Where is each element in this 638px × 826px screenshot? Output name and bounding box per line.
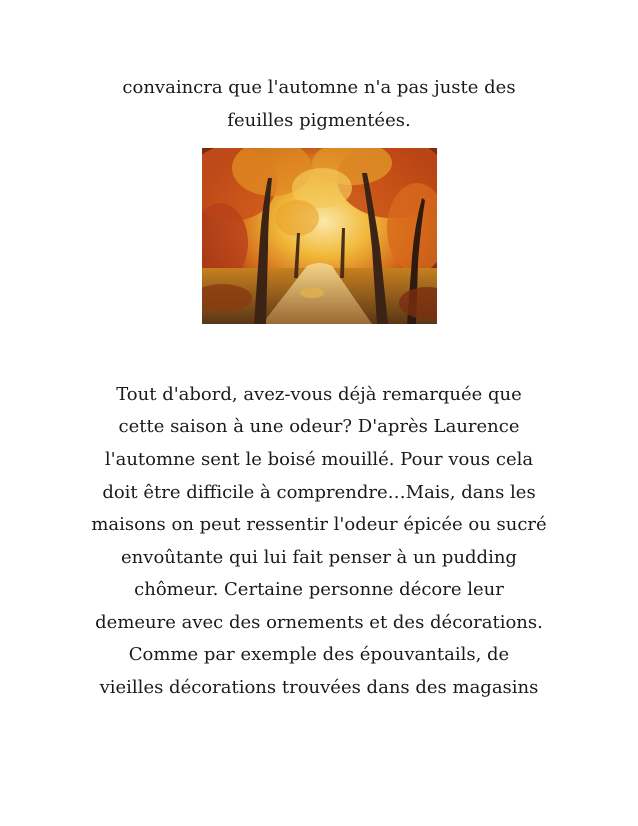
text-line: feuilles pigmentées. xyxy=(227,110,411,131)
text-line: vieilles décorations trouvées dans des magasins xyxy=(99,677,539,698)
text-line: chômeur. Certaine personne décore leur xyxy=(134,579,504,600)
text-line: l'automne sent le boisé mouillé. Pour vous cela xyxy=(104,449,534,470)
text-line: cette saison à une odeur? D'après Laurence xyxy=(118,416,520,437)
text-line: Comme par exemple des épouvantails, de xyxy=(128,644,510,665)
text-line: convaincra que l'automne n'a pas juste des xyxy=(122,77,516,98)
text-line: maisons on peut ressentir l'odeur épicée ou sucré xyxy=(91,514,547,535)
autumn-forest-image xyxy=(202,148,437,324)
text-line: doit être difficile à comprendre…Mais, dans les xyxy=(102,482,536,503)
text-line: demeure avec des ornements et des décorations. xyxy=(95,612,543,633)
text-line: envoûtante qui lui fait penser à un pudding xyxy=(121,547,517,568)
text-line: Tout d'abord, avez-vous déjà remarquée que xyxy=(116,384,522,405)
